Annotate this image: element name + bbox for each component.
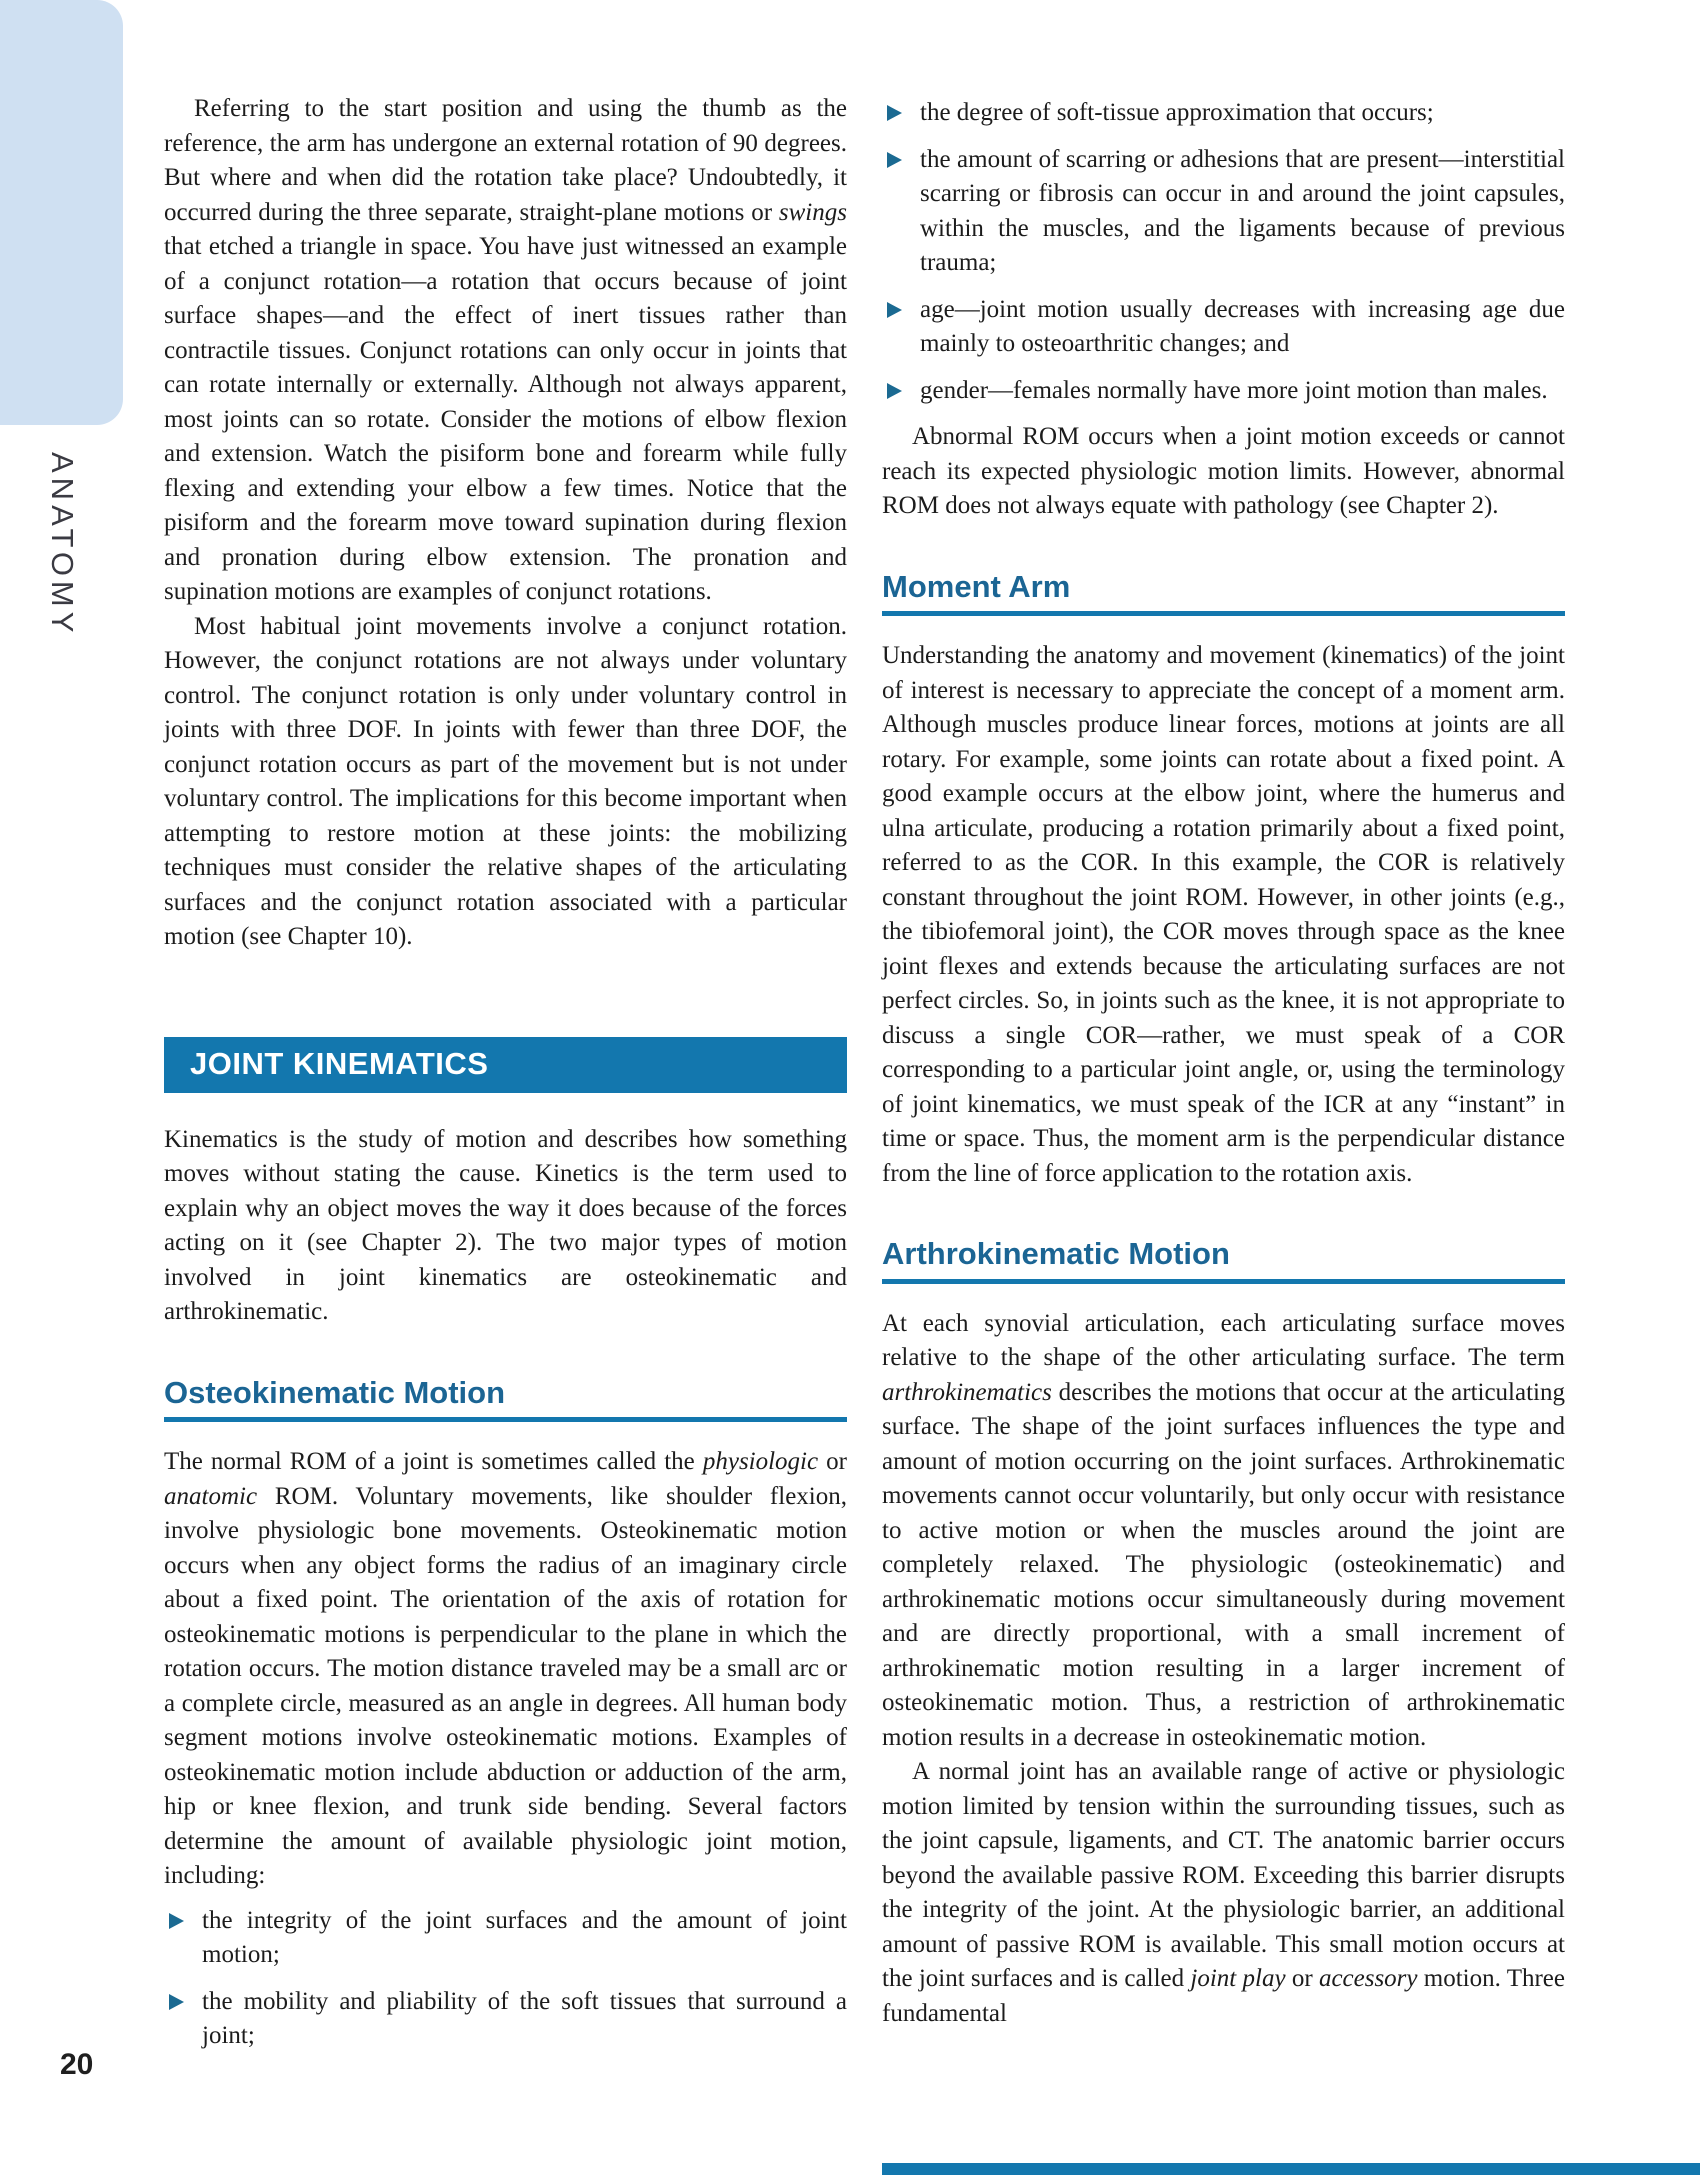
list-item bbox=[882, 96, 1565, 131]
osteokinematic-factors-list bbox=[164, 1904, 847, 2054]
list-item-text: gender—females normally have more joint motion than males. bbox=[920, 376, 1548, 404]
next-section-bar-cutoff bbox=[882, 2163, 1700, 2175]
triangle-bullet-icon bbox=[169, 1994, 184, 2010]
list-item bbox=[164, 1985, 847, 2054]
triangle-bullet-icon bbox=[887, 152, 902, 168]
paragraph-moment-arm: Understanding the anatomy and movement (kinematics) of the joint of interest is necessary to appreciate the concept of a moment arm. Although muscles produce linear forces, motions at joints are all rotary. For example, some joints can rotate about a fixed point. A good example occurs at the elbow joint, where the humerus and ulna articulate, producing a rotation primarily about a fixed point, referred to as the COR. In this example, the COR is relatively constant throughout the joint ROM. However, in other joints (e.g., the tibiofemoral joint), the COR moves through space as the knee joint flexes and extends because the articulating surfaces are not perfect circles. So, in joints such as the knee, it is not appropriate to discuss a single COR—rather, we must speak of a COR corresponding to a particular joint angle, or, using the terminology of joint kinematics, we must speak of the ICR at any “instant” in time or space. Thus, the moment arm is the perpendicular distance from the line of force application to the rotation axis. bbox=[882, 642, 1565, 1187]
subheader-moment-arm: Moment Arm bbox=[882, 570, 1565, 617]
page-number: 20 bbox=[60, 2048, 94, 2081]
osteokinematic-factors-list-continued bbox=[882, 96, 1565, 408]
right-column bbox=[882, 96, 1565, 2031]
list-item bbox=[164, 1904, 847, 1973]
paragraph-arthrokinematic-2: A normal joint has an available range of active or physiologic motion limited by tension within the surrounding tissues, such as the joint capsule, ligaments, and CT. The anatomic barrier occurs beyond the available passive ROM. Exceeding this barrier disrupts the integrity of the joint. At the physiologic barrier, an additional amount of passive ROM is available. This small motion occurs at the joint surfaces and is called joint play or accessory motion. Three fundamental bbox=[882, 1758, 1565, 2027]
left-column bbox=[164, 92, 847, 2066]
paragraph-abnormal-rom: Abnormal ROM occurs when a joint motion exceeds or cannot reach its expected physiologic motion limits. However, abnormal ROM does not always equate with pathology (see Chapter 2). bbox=[882, 423, 1565, 519]
section-header-joint-kinematics bbox=[164, 1037, 847, 1093]
paragraph-conjunct-rotation-2: Most habitual joint movements involve a conjunct rotation. However, the conjunct rotations are not always under voluntary control. The conjunct rotation is only under voluntary control in joints with three DOF. In joints with fewer than three DOF, the conjunct rotation occurs as part of the movement but is not under voluntary control. The implications for this become important when attempting to restore motion at these joints: the mobilizing techniques must consider the relative shapes of the articulating surfaces and the conjunct rotation associated with a particular motion (see Chapter 10). bbox=[164, 612, 847, 950]
triangle-bullet-icon bbox=[887, 105, 902, 121]
triangle-bullet-icon bbox=[169, 1913, 184, 1929]
list-item bbox=[882, 293, 1565, 362]
paragraph-kinematics-intro: Kinematics is the study of motion and describes how something moves without stating the cause. Kinetics is the term used to explain why an object moves the way it does because of the forces acting on it (see Chapter 2). The two major types of motion involved in joint kinematics are osteokinematic and arthrokinematic. bbox=[164, 1125, 847, 1325]
paragraph-conjunct-rotation-1: Referring to the start position and using the thumb as the reference, the arm has undergone an external rotation of 90 degrees. But where and when did the rotation take place? Undoubtedly, it occurred during the three separate, straight-plane motions or swings that etched a triangle in space. You have just witnessed an example of a conjunct rotation—a rotation that occurs because of joint surface shapes—and the effect of inert tissues rather than contractile tissues. Conjunct rotations can only occur in joints that can rotate internally or externally. Although not always apparent, most joints can so rotate. Consider the motions of elbow flexion and extension. Watch the pisiform bone and forearm while fully flexing and extending your elbow a few times. Notice that the pisiform and the forearm move toward supination during flexion and pronation during elbow extension. The pronation and supination motions are examples of conjunct rotations. bbox=[164, 95, 847, 605]
list-item bbox=[882, 143, 1565, 281]
subheader-osteokinematic-motion: Osteokinematic Motion bbox=[164, 1376, 847, 1423]
list-item-text: the integrity of the joint surfaces and the amount of joint motion; bbox=[202, 1906, 847, 1968]
paragraph-osteokinematic: The normal ROM of a joint is sometimes called the physiologic or anatomic ROM. Voluntary movements, like shoulder flexion, involve physiologic bone movements. Osteokinematic motion occurs when any object forms the radius of an imaginary circle about a fixed point. The orientation of the axis of rotation for osteokinematic motions is perpendicular to the plane in which the rotation occurs. The motion distance traveled may be a small arc or a complete circle, measured as an angle in degrees. All human body segment motions involve osteokinematic motions. Examples of osteokinematic motion include abduction or adduction of the arm, hip or knee flexion, and trunk side bending. Several factors determine the amount of available physiologic joint motion, including: bbox=[164, 1448, 847, 1889]
chapter-tab bbox=[0, 0, 123, 425]
triangle-bullet-icon bbox=[887, 302, 902, 318]
triangle-bullet-icon bbox=[887, 383, 902, 399]
list-item-text: the mobility and pliability of the soft tissues that surround a joint; bbox=[202, 1987, 847, 2049]
chapter-tab-label: ANATOMY bbox=[45, 452, 80, 638]
paragraph-arthrokinematic-1: At each synovial articulation, each articulating surface moves relative to the shape of the other articulating surface. The term arthrokinematics describes the motions that occur at the articulating surface. The shape of the joint surfaces influences the type and amount of motion occurring on the joint surfaces. Arthrokinematic movements cannot occur voluntarily, but only occur with resistance to active motion or when the muscles around the joint are completely relaxed. The physiologic (osteokinematic) and arthrokinematic motions occur simultaneously during movement and are directly proportional, with a small increment of arthrokinematic motion resulting in a larger increment of osteokinematic motion. Thus, a restriction of arthrokinematic motion results in a decrease in osteokinematic motion. bbox=[882, 1309, 1565, 1751]
list-item-text: age—joint motion usually decreases with increasing age due mainly to osteoarthritic changes; and bbox=[920, 295, 1565, 357]
subheader-arthrokinematic-motion: Arthrokinematic Motion bbox=[882, 1237, 1565, 1284]
list-item-text: the amount of scarring or adhesions that are present—interstitial scarring or fibrosis can occur in and around the joint capsules, within the muscles, and the ligaments because of previous trauma; bbox=[920, 145, 1565, 276]
list-item-text: the degree of soft-tissue approximation that occurs; bbox=[920, 99, 1434, 126]
list-item bbox=[882, 374, 1565, 409]
section-header-label: JOINT KINEMATICS bbox=[190, 1046, 489, 1082]
